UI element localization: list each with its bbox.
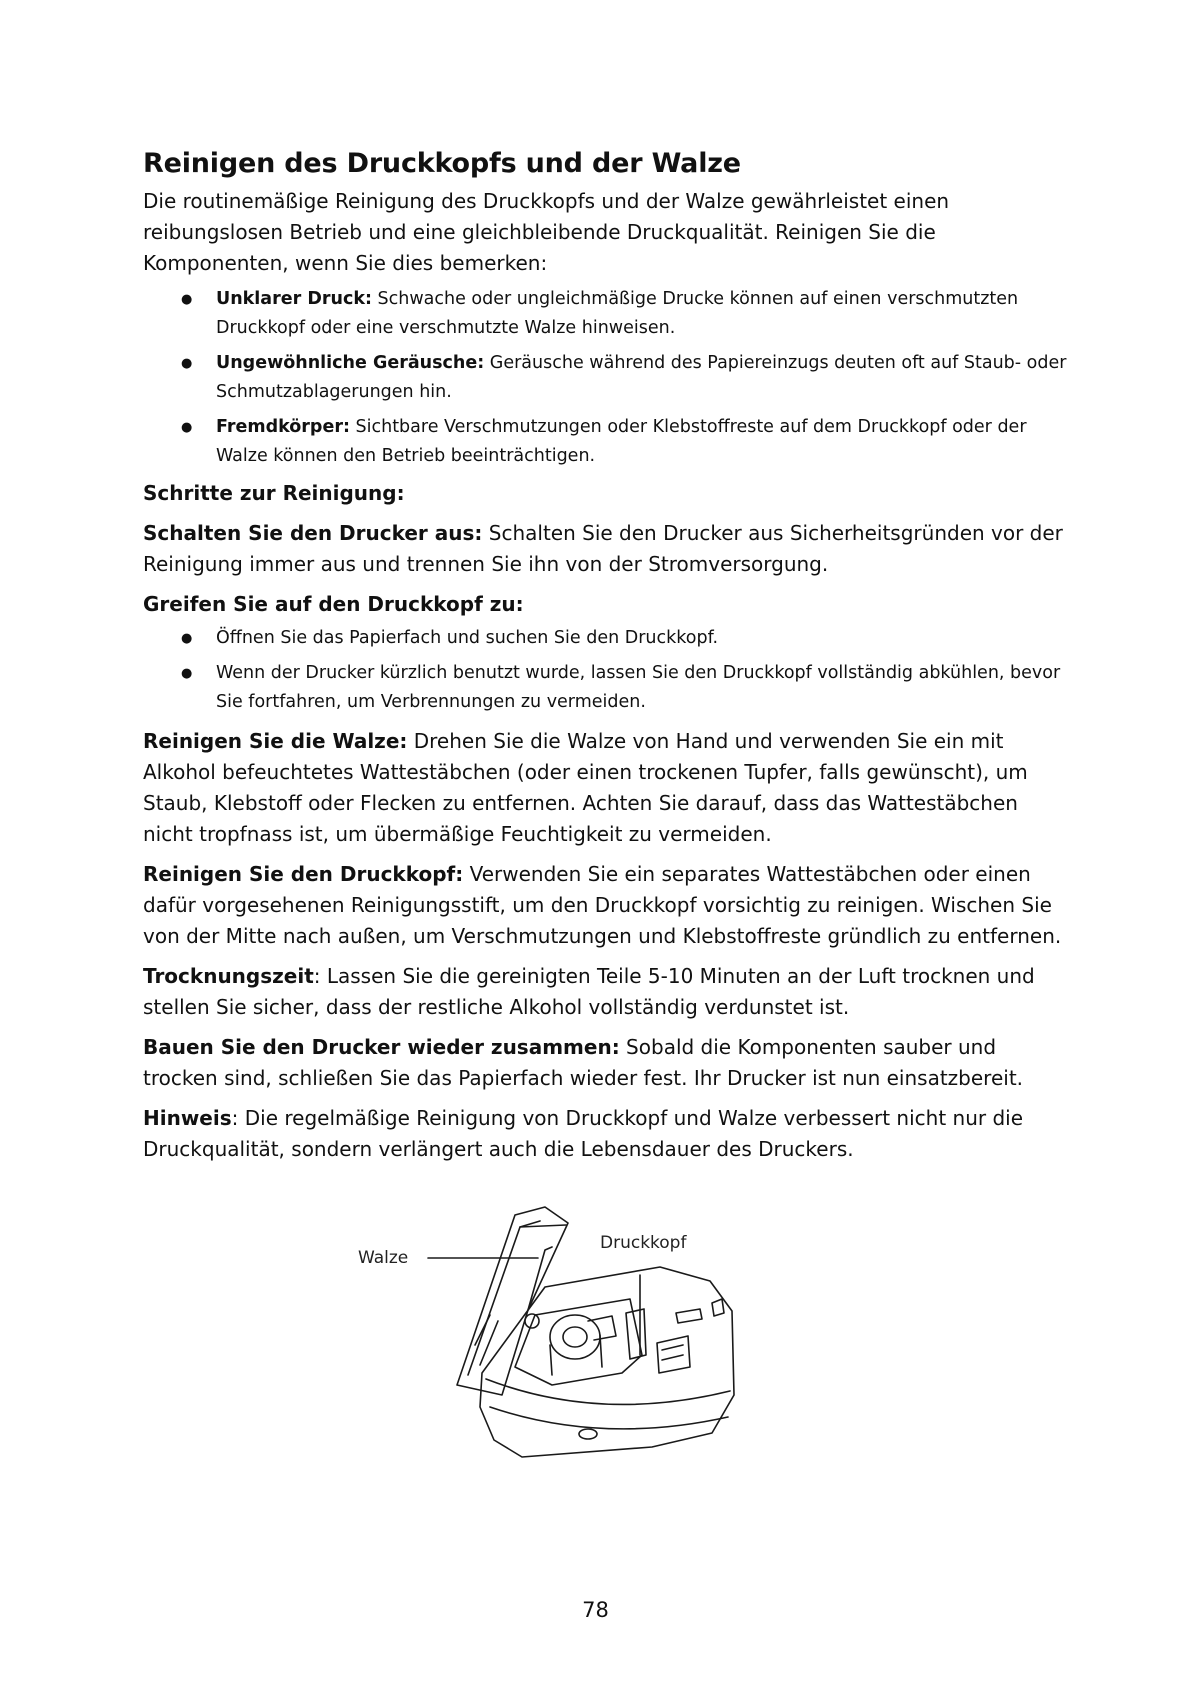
display-window (657, 1336, 690, 1373)
side-button (676, 1309, 702, 1323)
step-text: Drehen Sie die Walze von Hand und verwenden Sie ein mit Alkohol befeuchtetes Wattestäbchen (oder einen trockenen Tupfer, falls gewünscht), um Staub, Klebstoff oder Flecken zu entfernen. Achten Sie darauf, dass das Wattestäbchen nicht tropfnass ist, um übermäßige Feuchtigkeit zu vermeiden. (143, 729, 1028, 846)
note-text: : Die regelmäßige Reinigung von Druckkopf und Walze verbessert nicht nur die Druckqualität, sondern verlängert auch die Lebensdauer des Druckers. (143, 1106, 1024, 1161)
page-number: 78 (582, 1598, 609, 1622)
power-button (579, 1429, 597, 1439)
access-item-text: Öffnen Sie das Papierfach und suchen Sie den Druckkopf. (216, 628, 719, 648)
note-paragraph (143, 1103, 1073, 1165)
printhead (626, 1309, 646, 1359)
access-heading: Greifen Sie auf den Druckkopf zu: (143, 592, 524, 616)
list-item (143, 659, 1073, 717)
platen-label: Walze (358, 1248, 409, 1268)
bullet-icon: ● (181, 292, 193, 307)
printer-figure (340, 1195, 780, 1470)
symptom-text: Schwache oder ungleichmäßige Drucke können auf einen verschmutzten Druckkopf oder eine verschmutzte Walze hinweisen. (216, 289, 1019, 338)
step-label: Trocknungszeit (143, 964, 314, 988)
list-item (143, 413, 1073, 471)
symptom-list (143, 285, 1073, 471)
step-label: Bauen Sie den Drucker wieder zusammen: (143, 1035, 620, 1059)
step-text: Sobald die Komponenten sauber und trocken sind, schließen Sie das Papierfach wieder fest. Ihr Drucker ist nun einsatzbereit. (143, 1035, 1024, 1090)
steps-heading: Schritte zur Reinigung: (143, 481, 405, 505)
symptom-text: Geräusche während des Papiereinzugs deuten oft auf Staub- oder Schmutzablagerungen hin. (216, 353, 1067, 402)
step-clean-printhead (143, 859, 1073, 952)
step-text: Schalten Sie den Drucker aus Sicherheitsgründen vor der Reinigung immer aus und trennen Sie ihn von der Stromversorgung. (143, 521, 1063, 576)
bullet-icon: ● (181, 420, 193, 435)
step-text: Verwenden Sie ein separates Wattestäbchen oder einen dafür vorgesehenen Reinigungsstift, um den Druckkopf vorsichtig zu reinigen. Wischen Sie von der Mitte nach außen, um Verschmutzungen und Klebstoffreste gründlich zu entfernen. (143, 862, 1062, 948)
step-label: Reinigen Sie den Druckkopf: (143, 862, 464, 886)
access-item-text: Wenn der Drucker kürzlich benutzt wurde, lassen Sie den Druckkopf vollständig abkühlen, bevor Sie fortfahren, um Verbrennungen zu vermeiden. (216, 663, 1061, 712)
bullet-icon: ● (181, 356, 193, 371)
step-reassemble (143, 1032, 1073, 1094)
printer-illustration (340, 1195, 780, 1470)
note-label: Hinweis (143, 1106, 232, 1130)
bullet-icon: ● (181, 666, 193, 681)
access-list (143, 624, 1073, 717)
intro-paragraph: Die routinemäßige Reinigung des Druckkopfs und der Walze gewährleistet einen reibungslosen Betrieb und eine gleichbleibende Druckqualität. Reinigen Sie die Komponenten, wenn Sie dies bemerken: (143, 189, 950, 275)
symptom-label: Unklarer Druck: (216, 289, 372, 309)
step-power-off (143, 518, 1073, 580)
lid-edge (468, 1221, 540, 1375)
page-title: Reinigen des Druckkopfs und der Walze (143, 148, 741, 179)
bullet-icon: ● (181, 631, 193, 646)
step-label: Reinigen Sie die Walze: (143, 729, 408, 753)
symptom-text: Sichtbare Verschmutzungen oder Klebstoffreste auf dem Druckkopf oder der Walze können den Betrieb beeinträchtigen. (216, 417, 1027, 466)
page-content (143, 146, 1073, 1165)
paper-roll-holder (550, 1315, 600, 1359)
paper-compartment (515, 1299, 642, 1385)
list-item (143, 285, 1073, 343)
list-item (143, 624, 1073, 653)
step-text: : Lassen Sie die gereinigten Teile 5-10 Minuten an der Luft trocknen und stellen Sie sicher, dass der restliche Alkohol vollständig verdunstet ist. (143, 964, 1035, 1019)
symptom-label: Fremdkörper: (216, 417, 350, 437)
symptom-label: Ungewöhnliche Geräusche: (216, 353, 485, 373)
step-label: Schalten Sie den Drucker aus: (143, 521, 483, 545)
printhead-label: Druckkopf (600, 1233, 687, 1253)
step-drying-time (143, 961, 1073, 1023)
list-item (143, 349, 1073, 407)
step-clean-platen (143, 726, 1073, 850)
